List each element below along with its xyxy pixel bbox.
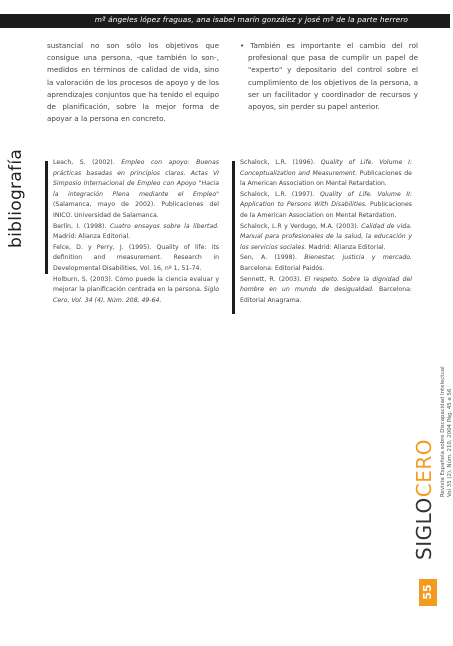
- references-left-rule: [45, 161, 48, 274]
- body-paragraph-left: sustancial no son sólo los objetivos que consigue una persona, -que también lo son-, medidos en términos de calidad de vida, sino la valoración de los procesos de apoyo y de los aprendizajes conjuntos que ha tenido el equipo de planificación, sobre la mejor forma de apoyar a la persona en concreto.: [47, 41, 219, 124]
- reference-text: Felce, D. y Perry, J. (1995). Quality of life: its definition and measurement. Research in Developmental Disabilities, Vol. 16, nº 1, 51-74.: [53, 243, 219, 272]
- reference-text: Sennett, R. (2003).: [240, 275, 305, 283]
- reference-item: [53, 243, 219, 275]
- references-left-column: [53, 158, 219, 306]
- reference-text: Schalock, L.R. (1996).: [240, 159, 321, 166]
- reference-item: [53, 275, 219, 307]
- journal-meta-line-1: Revista Española sobre Discapacidad Intelectual: [440, 366, 446, 497]
- section-label-bibliografia: bibliografía: [6, 148, 26, 248]
- page-number: 55: [421, 584, 434, 600]
- reference-text: Publicaciones de la American Association on Mental Retardation.: [240, 169, 412, 188]
- journal-name-cero: CERO: [412, 438, 436, 498]
- reference-title: Bienestar, justicia y mercado.: [304, 254, 412, 262]
- header-authors: mª ángeles lópez fraguas, ana isabel marín gonzález y josé mª de la parte herrero: [94, 15, 408, 24]
- reference-text: Berlín, I. (1998).: [53, 222, 110, 230]
- reference-text: Madrid: Alianza Editorial.: [53, 233, 131, 241]
- journal-logo: [412, 439, 436, 560]
- reference-text: (Salamanca, mayo de 2002). Publicaciones del INICO. Universidad de Salamanca.: [53, 201, 219, 219]
- reference-text: Schalock, L.R. (1997).: [240, 190, 320, 198]
- reference-title: El respeto. Sobre la dignidad del hombre en un mundo de desigualdad.: [240, 275, 412, 294]
- reference-title: Calidad de vida. Manual para profesionales de la salud, la educación y los servicios sociales.: [240, 222, 412, 251]
- reference-text: Schalock, L.R y Verdugo, M.A. (2003).: [240, 222, 362, 230]
- reference-text: Barcelona: Editorial Anagrama.: [240, 286, 412, 304]
- reference-item: [240, 190, 412, 222]
- journal-meta-line-2: Vol 35 (2), Núm. 210, 2004 Pág. 45 a 56: [446, 388, 453, 497]
- reference-title: Quality of Life. Volume I: Conceptualization and Measurement.: [240, 159, 412, 177]
- reference-title: Quality of Life. Volume II: Application to Persons With Disabilities.: [240, 190, 412, 209]
- reference-title: Empleo con apoyo: Buenas prácticas basadas en principios claros. Actas VI Simposio Internacional de Empleo con Apoyo "Hacia la integración Plena mediante el Empleo": [53, 159, 219, 198]
- journal-name-siglo: SIGLO: [412, 497, 436, 560]
- references-right-rule: [232, 161, 235, 314]
- reference-text: Madrid: Alianza Editorial.: [306, 243, 386, 251]
- reference-item: [240, 222, 412, 254]
- references-right-column: [240, 158, 412, 306]
- page-header-bar: [0, 14, 450, 28]
- reference-text: Sen, A. (1998).: [240, 254, 305, 262]
- reference-item: [53, 222, 219, 243]
- page-number-box: [419, 579, 437, 606]
- reference-text: Leach, S. (2002).: [53, 159, 122, 166]
- reference-item: [53, 158, 219, 222]
- reference-item: [240, 253, 412, 274]
- reference-title: Cuatro ensayos sobre la libertad.: [109, 222, 220, 230]
- reference-text: Publicaciones de la American Association on Mental Retardation.: [240, 201, 412, 219]
- reference-text: Holburn, S. (2003). Cómo puede la ciencia evaluar y mejorar la planificación centrada en la persona.: [53, 275, 219, 294]
- reference-text: Barcelona: Editorial Paidós.: [240, 264, 325, 272]
- reference-item: [240, 275, 412, 307]
- reference-item: [240, 158, 412, 190]
- journal-meta: [440, 366, 453, 497]
- reference-title: Siglo Cero, Vol. 34 (4), Núm. 208, 49-64.: [53, 286, 219, 304]
- body-paragraph-right: • También es importante el cambio del rol profesional que pasa de cumplir un papel de "experto" y depositario del control sobre el cumplimiento de los objetivos de la persona, a ser un facilitador y coordinador de recursos y apoyos, sin perder su papel anterior.: [240, 41, 418, 112]
